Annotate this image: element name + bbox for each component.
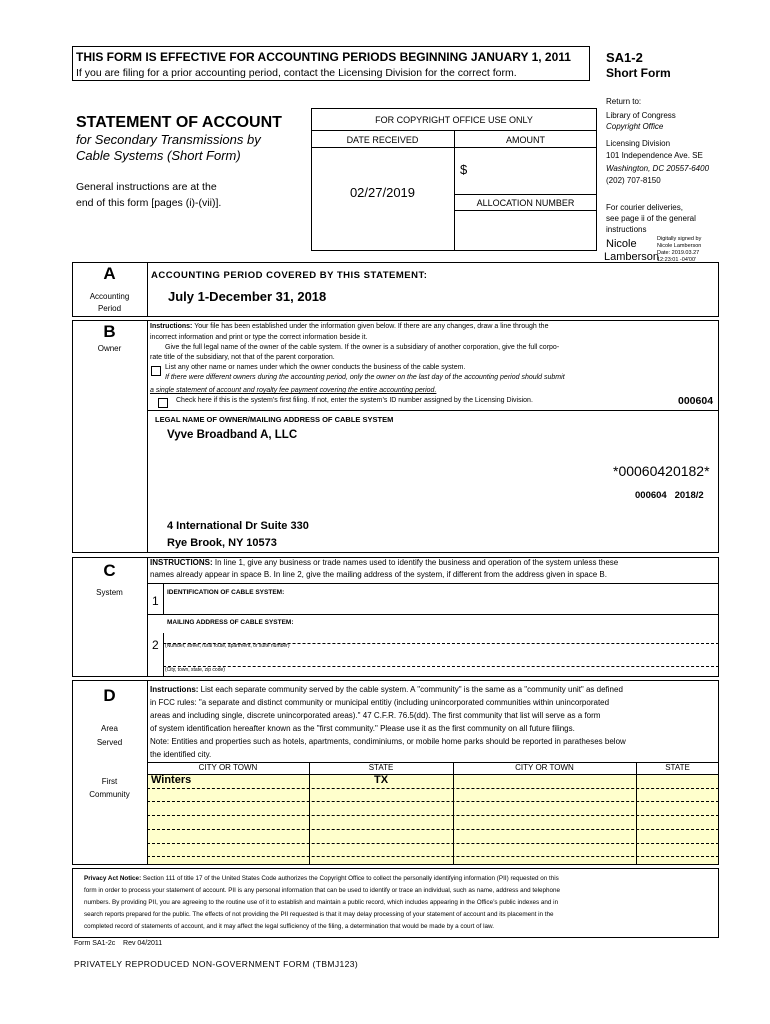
section-d-instructions-6: the identified city. (150, 750, 212, 759)
section-b-instructions-8: Check here if this is the system’s first filing. If not, enter the system’s ID number assigned by the Licensing Division. (176, 397, 533, 404)
effective-line: THIS FORM IS EFFECTIVE FOR ACCOUNTING PERIODS BEGINNING JANUARY 1, 2011 (76, 50, 571, 64)
office-use-heading: FOR COPYRIGHT OFFICE USE ONLY (375, 115, 533, 125)
privacy-line-1: Privacy Act Notice: Section 111 of title 17 of the United States Code authorizes the Copyright Office to collect the personally identifying information (PII) requested on this (84, 875, 559, 882)
city-hint: (City, town, state, zip code) (165, 667, 225, 673)
owner-name: Vyve Broadband A, LLC (167, 429, 298, 441)
line2-number: 2 (152, 638, 159, 652)
date-received-label: DATE RECEIVED (346, 135, 419, 145)
statement-subtitle-2: Cable Systems (Short Form) (76, 148, 241, 163)
section-b-instructions-6: If there were different owners during the accounting period, only the owner on the last day of the accounting period should submit (165, 374, 565, 381)
date-received-value: 02/27/2019 (349, 185, 416, 200)
section-b-label: Owner (97, 344, 122, 353)
barcode-text: *00060420182* (613, 463, 710, 479)
allocation-number-label: ALLOCATION NUMBER (476, 198, 575, 208)
section-d-instructions-3: areas and including single, discrete unincorporated areas)." 47 C.F.R. 76.5(dd). The first community that list will serve as a form (150, 711, 601, 720)
return-line1: Library of Congress (606, 111, 676, 120)
section-d-label-2: Served (96, 738, 123, 747)
id-and-period: 000604 2018/2 (635, 490, 704, 501)
return-line2: Copyright Office (606, 122, 664, 131)
other-names-checkbox[interactable] (151, 366, 161, 376)
line1-number: 1 (152, 594, 159, 608)
col-state2-header: STATE (665, 763, 690, 772)
first-community-city[interactable]: Winters (151, 774, 192, 786)
section-d-instructions-5: Note: Entities and properties such as hotels, apartments, condiminiums, or mobile home parks should be reported in paratheses below (150, 737, 626, 746)
section-c-letter: C (103, 561, 116, 580)
form-code: SA1-2 (606, 50, 643, 65)
legal-name-label: LEGAL NAME OF OWNER/MAILING ADDRESS OF CABLE SYSTEM (155, 415, 394, 424)
section-d-instructions-1: Instructions: List each separate community served by the cable system. A "community" is the same as a "community unit" as defined (150, 685, 623, 694)
section-d-label-1: Area (101, 724, 118, 733)
privacy-line-4: search reports prepared for the public. The effects of not providing the PII requested is that it may delay processing of your statement of account and its placement in the (84, 911, 554, 918)
first-community-label-2: Community (89, 790, 130, 799)
section-b-instructions-5: List any other name or names under which the owner conducts the business of the cable system. (165, 364, 466, 371)
digital-sign-line1: Digitally signed by (657, 236, 702, 242)
section-b-letter: B (103, 322, 116, 341)
section-d-letter: D (103, 686, 116, 705)
signature-last-name: Lamberson (604, 251, 660, 263)
section-c-instructions-1: INSTRUCTIONS: In line 1, give any business or trade names used to identify the business and operation of the system unless these (150, 558, 619, 567)
return-line3: Licensing Division (606, 139, 671, 148)
owner-address-2: Rye Brook, NY 10573 (167, 537, 277, 549)
courier-line1: For courier deliveries, (606, 203, 683, 212)
accounting-period-heading: ACCOUNTING PERIOD COVERED BY THIS STATEMENT: (151, 270, 428, 281)
return-line4: 101 Independence Ave. SE (606, 151, 703, 160)
section-b-instructions-7: a single statement of account and royalty fee payment covering the entire accounting period. (150, 387, 437, 394)
privacy-line-2: form in order to process your statement of account. PII is any personal information that can be used to identify or trace an individual, such as name, address and telephone (84, 887, 561, 894)
statement-subtitle-1: for Secondary Transmissions by (76, 132, 261, 147)
col-state-header: STATE (368, 763, 394, 772)
amount-label: AMOUNT (506, 135, 545, 145)
digital-sign-line2: Nicole Lamberson (657, 243, 702, 249)
private-reproduction-note: PRIVATELY REPRODUCED NON-GOVERNMENT FORM (TBMJ123) (74, 959, 359, 969)
prior-period-line: If you are filing for a prior accounting period, contact the Licensing Division for the correct form. (76, 67, 517, 79)
return-to-label: Return to: (606, 97, 642, 106)
street-hint: (Number, street, rural route, apartment, or suite number) (165, 643, 290, 649)
digital-sign-line4: 12:23:01 -04'00' (657, 257, 697, 261)
section-b-instructions-3: Give the full legal name of the owner of the cable system. If the owner is a subsidiary of another corporation, give the full corpo- (165, 344, 560, 351)
courier-line2: see page ii of the general (606, 214, 696, 223)
col-city2-header: CITY OR TOWN (515, 763, 574, 772)
section-b-instructions-2: incorrect information and print or type the correct information beside it. (150, 334, 368, 341)
section-a-label-1: Accounting (89, 292, 130, 301)
section-a-letter: A (103, 264, 116, 283)
privacy-line-5: completed record of statements of account, and it may affect the legal sufficiency of the filing, a determination that would be made by a court of law. (84, 923, 494, 930)
identification-label: IDENTIFICATION OF CABLE SYSTEM: (167, 589, 285, 596)
return-line6: (202) 707-8150 (606, 176, 661, 185)
first-community-state[interactable]: TX (373, 774, 389, 786)
accounting-period-value: July 1-December 31, 2018 (168, 289, 327, 304)
section-a-label-2: Period (97, 304, 122, 313)
section-d-instructions-4: of system identification hereafter known as the "first community." Please use it as the first community on all future filings. (150, 724, 575, 733)
owner-address-1: 4 International Dr Suite 330 (167, 520, 309, 532)
general-instructions-2: end of this form [pages (i)-(vii)]. (76, 197, 222, 209)
form-type: Short Form (606, 66, 671, 80)
privacy-line-3: numbers. By providing PII, you are agreeing to the routine use of it to establish and maintain a public record, which includes appearing in the Office’s public indexes and in (84, 899, 559, 906)
form-revision: Form SA1-2c Rev 04/2011 (74, 940, 163, 947)
system-id-number: 000604 (678, 395, 714, 407)
section-b-instructions-1: Instructions: Your file has been established under the information given below. If there are any changes, draw a line through the (150, 323, 549, 330)
courier-line3: instructions (606, 225, 647, 234)
first-community-label-1: First (101, 777, 118, 786)
general-instructions-1: General instructions are at the (76, 181, 217, 193)
statement-title: STATEMENT OF ACCOUNT (76, 114, 282, 131)
return-line5: Washington, DC 20557-6400 (606, 164, 710, 173)
digital-sign-line3: Date: 2019.03.27 (657, 250, 700, 256)
mailing-address-label: MAILING ADDRESS OF CABLE SYSTEM: (167, 619, 294, 626)
col-city-header: CITY OR TOWN (198, 763, 258, 772)
section-c-instructions-2: names already appear in space B. In line 2, give the mailing address of the system, if different from the address given in space B. (150, 570, 607, 579)
section-b-instructions-4: rate title of the subsidiary, not that of the parent corporation. (150, 354, 335, 361)
dollar-sign: $ (460, 162, 468, 177)
section-d-instructions-2: in FCC rules: "a separate and distinct community or municipal entitiy (including unincorporated communities within unincorporated (150, 698, 610, 707)
signature-first-name: Nicole (606, 238, 637, 250)
section-c-label: System (96, 588, 123, 597)
first-filing-checkbox[interactable] (158, 398, 168, 408)
